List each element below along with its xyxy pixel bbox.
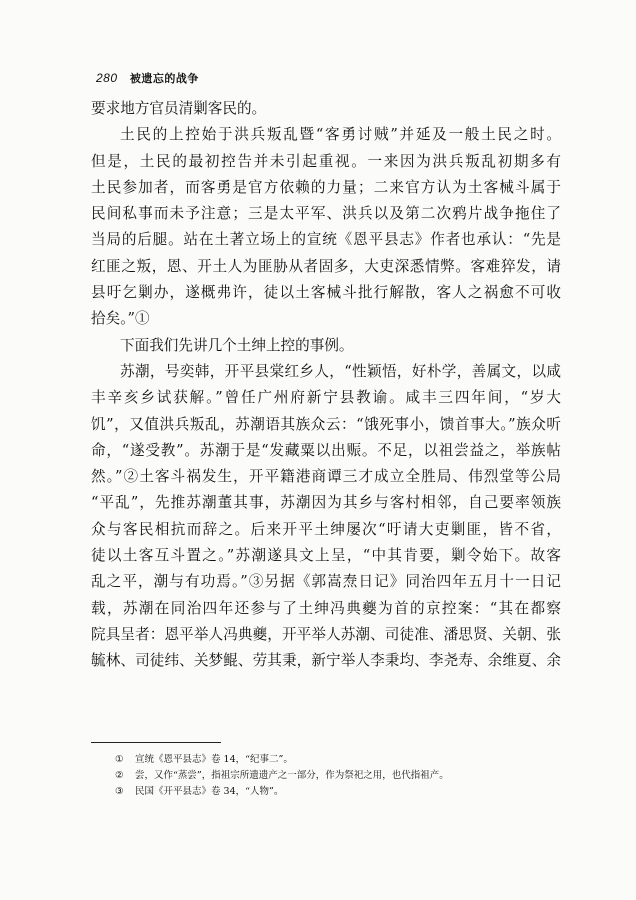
footnotes xyxy=(115,752,555,800)
text-line: 乱之平，潮与有功焉。”③另据《郭嵩焘日记》同治四年五月十一日记 xyxy=(91,573,561,591)
text-line: 饥”，又值洪兵叛乱，苏潮语其族众云：“饿死事小，馈首事大。”族众听 xyxy=(91,415,561,433)
footnote xyxy=(115,784,555,800)
footnote-marker: ② xyxy=(115,770,124,781)
footnote-text: 宣统《恩平县志》卷 14，“纪事二”。 xyxy=(135,754,293,765)
text-line: 但是，土民的最初控告并未引起重视。一来因为洪兵叛乱初期多有 xyxy=(91,152,561,170)
text-line: 毓林、司徒纬、关梦鲲、劳其秉，新宁举人李秉均、李尧寿、余维夏、余 xyxy=(91,652,561,670)
text-line: 民间私事而未予注意；三是太平军、洪兵以及第二次鸦片战争拖住了 xyxy=(91,205,561,223)
text-line: 土民参加者，而客勇是官方依赖的力量；二来官方认为土客械斗属于 xyxy=(91,178,561,196)
text-line: 命，“遂受教”。苏潮于是“发藏粟以出赈。不足，以祖尝益之，举族帖 xyxy=(91,441,561,459)
text-line: 拾矣。”① xyxy=(91,310,150,328)
text-line: 载，苏潮在同治四年还参与了土绅冯典夔为首的京控案：“其在都察 xyxy=(91,599,561,617)
page-number: 280 xyxy=(96,71,118,85)
footnote-text: 民国《开平县志》卷 34，“人物”。 xyxy=(135,786,284,797)
footnote-divider xyxy=(91,742,221,743)
text-line: 然。”②土客斗祸发生，开平籍港商谭三才成立全胜局、伟烈堂等公局 xyxy=(91,468,561,486)
footnote-text: 尝，又作“蒸尝”，指祖宗所遗遗产之一部分，作为祭祀之用，也代指祖产。 xyxy=(135,770,449,781)
text-line: 院具呈者：恩平举人冯典夔，开平举人苏潮、司徒准、潘思贤、关朝、张 xyxy=(91,625,561,643)
text-line: 下面我们先讲几个土绅上控的事例。 xyxy=(120,336,354,354)
text-line: 土民的上控始于洪兵叛乱暨“客勇讨贼”并延及一般土民之时。 xyxy=(120,126,561,144)
text-line: 红匪之叛，恩、开土人为匪胁从者固多，大吏深悉情弊。客难猝发，请 xyxy=(91,257,561,275)
footnote-marker: ① xyxy=(115,754,124,765)
footnote xyxy=(115,768,555,784)
footnote-marker: ③ xyxy=(115,786,124,797)
text-line: 众与客民相抗而辞之。后来开平土绅屡次“吁请大吏剿匪，皆不省， xyxy=(91,520,561,538)
text-line: 县吁乞剿办，遂概弗许，徒以土客械斗批行解散，客人之祸愈不可收 xyxy=(91,284,561,302)
footnote xyxy=(115,752,555,768)
text-line: 徒以土客互斗置之。”苏潮遂具文上呈，“中其肯要，剿令始下。故客 xyxy=(91,547,561,565)
text-line: 苏潮，号奕韩，开平县棠红乡人，“性颖悟，好朴学，善属文，以咸 xyxy=(120,362,561,380)
running-header xyxy=(96,70,199,86)
body-text xyxy=(91,96,561,675)
text-line: 丰辛亥乡试获解。”曾任广州府新宁县教谕。咸丰三四年间，“岁大 xyxy=(91,389,561,407)
text-line: “平乱”，先推苏潮董其事，苏潮因为其乡与客村相邻，自己要率领族 xyxy=(91,494,561,512)
book-title: 被遗忘的战争 xyxy=(129,72,199,85)
text-line: 要求地方官员清剿客民的。 xyxy=(91,100,267,117)
text-line: 当局的后腿。站在土著立场上的宣统《恩平县志》作者也承认：“先是 xyxy=(91,231,561,249)
